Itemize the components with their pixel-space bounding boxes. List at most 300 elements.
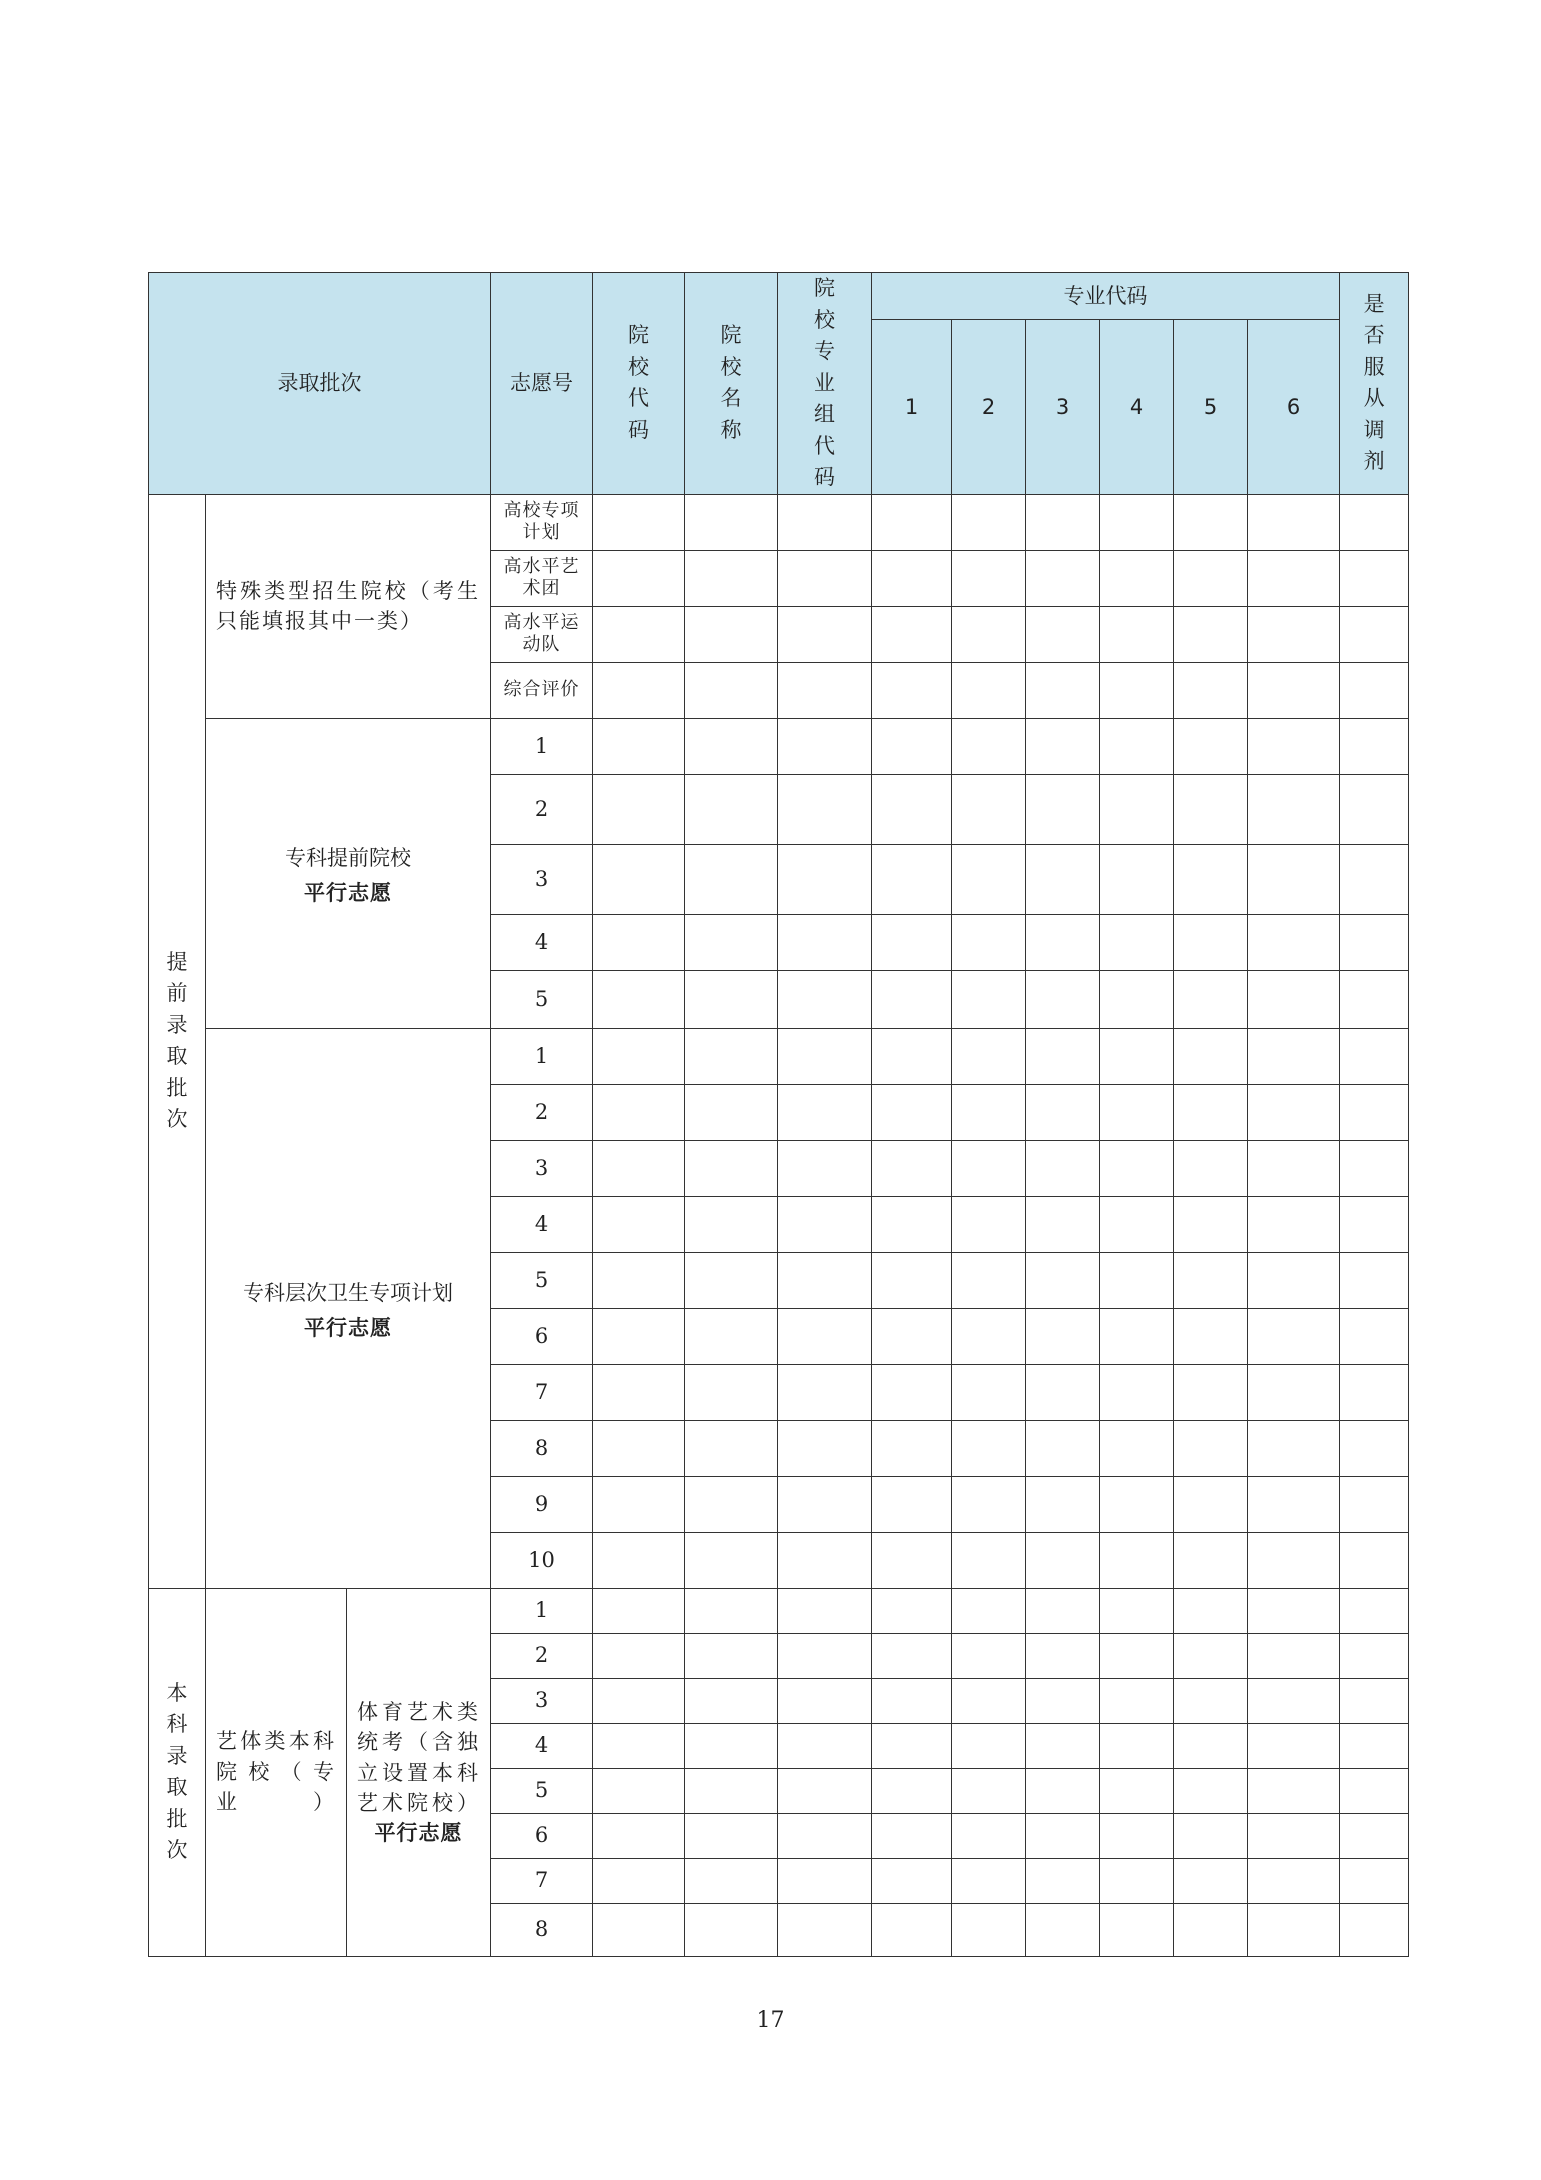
entry-cell[interactable] bbox=[685, 1633, 778, 1678]
entry-cell[interactable] bbox=[593, 1633, 685, 1678]
entry-cell[interactable] bbox=[1026, 1532, 1100, 1588]
entry-cell[interactable] bbox=[952, 1140, 1026, 1196]
entry-cell[interactable] bbox=[593, 1196, 685, 1252]
entry-cell[interactable] bbox=[1174, 718, 1248, 774]
header-obey bbox=[1340, 273, 1409, 495]
entry-cell[interactable] bbox=[593, 550, 685, 606]
entry-cell[interactable] bbox=[1100, 844, 1174, 914]
entry-cell[interactable] bbox=[1248, 774, 1340, 844]
entry-cell[interactable] bbox=[685, 844, 778, 914]
entry-cell[interactable] bbox=[952, 1723, 1026, 1768]
entry-cell[interactable] bbox=[593, 1768, 685, 1813]
entry-cell[interactable] bbox=[1174, 1308, 1248, 1364]
entry-cell[interactable] bbox=[685, 1768, 778, 1813]
entry-cell[interactable] bbox=[1340, 1678, 1409, 1723]
entry-cell[interactable] bbox=[1248, 1768, 1340, 1813]
entry-cell[interactable] bbox=[1248, 1813, 1340, 1858]
entry-cell[interactable] bbox=[593, 1084, 685, 1140]
header-school-code-label: 院校代码 bbox=[628, 323, 650, 442]
entry-cell[interactable] bbox=[1248, 1084, 1340, 1140]
entry-cell[interactable] bbox=[1248, 662, 1340, 718]
entry-cell[interactable] bbox=[1026, 1084, 1100, 1140]
entry-cell[interactable] bbox=[593, 606, 685, 662]
entry-cell[interactable] bbox=[1100, 550, 1174, 606]
entry-cell[interactable] bbox=[1100, 1476, 1174, 1532]
entry-cell[interactable] bbox=[1026, 1140, 1100, 1196]
entry-cell[interactable] bbox=[1026, 1858, 1100, 1903]
entry-cell[interactable] bbox=[1174, 550, 1248, 606]
entry-cell[interactable] bbox=[685, 774, 778, 844]
entry-cell[interactable] bbox=[1248, 1252, 1340, 1308]
entry-cell[interactable] bbox=[1174, 1532, 1248, 1588]
entry-cell[interactable] bbox=[1174, 970, 1248, 1028]
entry-cell[interactable] bbox=[1174, 1588, 1248, 1633]
entry-cell[interactable] bbox=[872, 1588, 952, 1633]
entry-cell[interactable] bbox=[1026, 1768, 1100, 1813]
entry-cell[interactable] bbox=[872, 662, 952, 718]
entry-cell[interactable] bbox=[1174, 1723, 1248, 1768]
entry-cell[interactable] bbox=[778, 1308, 872, 1364]
entry-cell[interactable] bbox=[1026, 1308, 1100, 1364]
entry-cell[interactable] bbox=[1100, 606, 1174, 662]
entry-cell[interactable] bbox=[685, 1028, 778, 1084]
entry-cell[interactable] bbox=[1026, 1420, 1100, 1476]
entry-cell[interactable] bbox=[778, 1532, 872, 1588]
entry-cell[interactable] bbox=[685, 1308, 778, 1364]
entry-cell[interactable] bbox=[1248, 1723, 1340, 1768]
entry-cell[interactable] bbox=[872, 1678, 952, 1723]
entry-cell[interactable] bbox=[1340, 774, 1409, 844]
entry-cell[interactable] bbox=[1248, 1476, 1340, 1532]
entry-cell[interactable] bbox=[1248, 1532, 1340, 1588]
entry-cell[interactable] bbox=[1026, 844, 1100, 914]
entry-cell[interactable] bbox=[778, 1723, 872, 1768]
entry-cell[interactable] bbox=[593, 1420, 685, 1476]
entry-cell[interactable] bbox=[685, 662, 778, 718]
entry-cell[interactable] bbox=[1248, 494, 1340, 550]
header-major-col bbox=[1100, 319, 1174, 494]
entry-cell[interactable] bbox=[685, 1723, 778, 1768]
entry-cell[interactable] bbox=[952, 1903, 1026, 1956]
entry-cell[interactable] bbox=[1100, 1678, 1174, 1723]
entry-cell[interactable] bbox=[1100, 1196, 1174, 1252]
choice-no bbox=[491, 718, 593, 774]
entry-cell[interactable] bbox=[1100, 662, 1174, 718]
entry-cell[interactable] bbox=[778, 1476, 872, 1532]
entry-cell[interactable] bbox=[1174, 1633, 1248, 1678]
entry-cell[interactable] bbox=[778, 774, 872, 844]
entry-cell[interactable] bbox=[778, 1252, 872, 1308]
entry-cell[interactable] bbox=[1026, 1678, 1100, 1723]
entry-cell[interactable] bbox=[778, 1028, 872, 1084]
entry-cell[interactable] bbox=[1026, 1196, 1100, 1252]
entry-cell[interactable] bbox=[1174, 662, 1248, 718]
entry-cell[interactable] bbox=[952, 1858, 1026, 1903]
entry-cell[interactable] bbox=[1026, 1633, 1100, 1678]
entry-cell[interactable] bbox=[1174, 1252, 1248, 1308]
entry-cell[interactable] bbox=[1174, 1476, 1248, 1532]
entry-cell[interactable] bbox=[1174, 1903, 1248, 1956]
entry-cell[interactable] bbox=[1248, 1140, 1340, 1196]
entry-cell[interactable] bbox=[952, 1633, 1026, 1678]
entry-cell[interactable] bbox=[1248, 914, 1340, 970]
entry-cell[interactable] bbox=[872, 1633, 952, 1678]
entry-cell[interactable] bbox=[593, 1723, 685, 1768]
entry-cell[interactable] bbox=[593, 1308, 685, 1364]
entry-cell[interactable] bbox=[1248, 606, 1340, 662]
entry-cell[interactable] bbox=[593, 914, 685, 970]
batch-undergrad-label: 本科录取批次 bbox=[166, 1680, 188, 1862]
entry-cell[interactable] bbox=[685, 1364, 778, 1420]
entry-cell[interactable] bbox=[1340, 1364, 1409, 1420]
entry-cell[interactable] bbox=[872, 914, 952, 970]
choice-no-label: 2 bbox=[534, 1099, 549, 1124]
entry-cell[interactable] bbox=[1100, 1768, 1174, 1813]
entry-cell[interactable] bbox=[952, 1476, 1026, 1532]
entry-cell[interactable] bbox=[872, 1532, 952, 1588]
entry-cell[interactable] bbox=[1100, 1028, 1174, 1084]
entry-cell[interactable] bbox=[1174, 774, 1248, 844]
entry-cell[interactable] bbox=[685, 914, 778, 970]
entry-cell[interactable] bbox=[1026, 718, 1100, 774]
entry-cell[interactable] bbox=[1100, 1633, 1174, 1678]
entry-cell[interactable] bbox=[872, 1903, 952, 1956]
choice-no-label: 5 bbox=[534, 1267, 549, 1292]
entry-cell[interactable] bbox=[778, 1588, 872, 1633]
entry-cell[interactable] bbox=[1340, 970, 1409, 1028]
entry-cell[interactable] bbox=[1340, 1813, 1409, 1858]
entry-cell[interactable] bbox=[1340, 606, 1409, 662]
entry-cell[interactable] bbox=[1174, 914, 1248, 970]
choice-no-label: 6 bbox=[534, 1323, 549, 1348]
entry-cell[interactable] bbox=[1248, 844, 1340, 914]
entry-cell[interactable] bbox=[872, 1028, 952, 1084]
entry-cell[interactable] bbox=[1248, 1364, 1340, 1420]
entry-cell[interactable] bbox=[872, 606, 952, 662]
entry-cell[interactable] bbox=[952, 1364, 1026, 1420]
entry-cell[interactable] bbox=[593, 1858, 685, 1903]
entry-cell[interactable] bbox=[1340, 1140, 1409, 1196]
entry-cell[interactable] bbox=[1340, 1858, 1409, 1903]
entry-cell[interactable] bbox=[872, 1140, 952, 1196]
entry-cell[interactable] bbox=[1248, 718, 1340, 774]
entry-cell[interactable] bbox=[593, 1678, 685, 1723]
entry-cell[interactable] bbox=[872, 1364, 952, 1420]
entry-cell[interactable] bbox=[1340, 550, 1409, 606]
entry-cell[interactable] bbox=[952, 914, 1026, 970]
entry-cell[interactable] bbox=[1248, 1028, 1340, 1084]
entry-cell[interactable] bbox=[952, 1420, 1026, 1476]
entry-cell[interactable] bbox=[952, 550, 1026, 606]
entry-cell[interactable] bbox=[1100, 1140, 1174, 1196]
entry-cell[interactable] bbox=[1100, 1420, 1174, 1476]
entry-cell[interactable] bbox=[685, 1476, 778, 1532]
entry-cell[interactable] bbox=[1174, 1813, 1248, 1858]
entry-cell[interactable] bbox=[872, 494, 952, 550]
entry-cell[interactable] bbox=[1340, 1476, 1409, 1532]
entry-cell[interactable] bbox=[1026, 1252, 1100, 1308]
entry-cell[interactable] bbox=[1100, 970, 1174, 1028]
entry-cell[interactable] bbox=[593, 1532, 685, 1588]
entry-cell[interactable] bbox=[1340, 1633, 1409, 1678]
entry-cell[interactable] bbox=[1248, 1420, 1340, 1476]
entry-cell[interactable] bbox=[1026, 1364, 1100, 1420]
entry-cell[interactable] bbox=[778, 1678, 872, 1723]
choice-no bbox=[491, 1678, 593, 1723]
entry-cell[interactable] bbox=[685, 1588, 778, 1633]
entry-cell[interactable] bbox=[952, 1196, 1026, 1252]
entry-cell[interactable] bbox=[1100, 1813, 1174, 1858]
entry-cell[interactable] bbox=[1340, 1768, 1409, 1813]
entry-cell[interactable] bbox=[685, 606, 778, 662]
header-major-code-label: 专业代码 bbox=[1063, 283, 1148, 308]
entry-cell[interactable] bbox=[1248, 1858, 1340, 1903]
entry-cell[interactable] bbox=[778, 606, 872, 662]
entry-cell[interactable] bbox=[952, 1084, 1026, 1140]
entry-cell[interactable] bbox=[1340, 494, 1409, 550]
entry-cell[interactable] bbox=[778, 970, 872, 1028]
entry-cell[interactable] bbox=[778, 1084, 872, 1140]
choice-no bbox=[491, 1420, 593, 1476]
entry-cell[interactable] bbox=[872, 1768, 952, 1813]
entry-cell[interactable] bbox=[685, 1420, 778, 1476]
entry-cell[interactable] bbox=[778, 494, 872, 550]
entry-cell[interactable] bbox=[1340, 662, 1409, 718]
entry-cell[interactable] bbox=[1340, 1532, 1409, 1588]
entry-cell[interactable] bbox=[1100, 1858, 1174, 1903]
entry-cell[interactable] bbox=[952, 1813, 1026, 1858]
entry-cell[interactable] bbox=[952, 774, 1026, 844]
entry-cell[interactable] bbox=[1174, 1140, 1248, 1196]
entry-cell[interactable] bbox=[1174, 1196, 1248, 1252]
entry-cell[interactable] bbox=[1174, 844, 1248, 914]
choice-no bbox=[491, 1252, 593, 1308]
entry-cell[interactable] bbox=[1340, 1028, 1409, 1084]
entry-cell[interactable] bbox=[872, 844, 952, 914]
entry-cell[interactable] bbox=[1340, 1588, 1409, 1633]
entry-cell[interactable] bbox=[1100, 1588, 1174, 1633]
entry-cell[interactable] bbox=[1100, 1084, 1174, 1140]
entry-cell[interactable] bbox=[593, 970, 685, 1028]
entry-cell[interactable] bbox=[1174, 1420, 1248, 1476]
entry-cell[interactable] bbox=[952, 1678, 1026, 1723]
entry-cell[interactable] bbox=[685, 718, 778, 774]
entry-cell[interactable] bbox=[1026, 914, 1100, 970]
entry-cell[interactable] bbox=[685, 1252, 778, 1308]
entry-cell[interactable] bbox=[1026, 1813, 1100, 1858]
entry-cell[interactable] bbox=[685, 494, 778, 550]
entry-cell[interactable] bbox=[872, 970, 952, 1028]
parallel-label: 平行志愿 bbox=[304, 1315, 392, 1340]
entry-cell[interactable] bbox=[1174, 606, 1248, 662]
entry-cell[interactable] bbox=[593, 1476, 685, 1532]
entry-cell[interactable] bbox=[952, 1768, 1026, 1813]
entry-cell[interactable] bbox=[593, 1813, 685, 1858]
entry-cell[interactable] bbox=[778, 662, 872, 718]
header-major-col-num: 6 bbox=[1286, 394, 1301, 419]
header-obey-label: 是否服从调剂 bbox=[1363, 291, 1385, 474]
header-major-col bbox=[1248, 319, 1340, 494]
entry-cell[interactable] bbox=[593, 1903, 685, 1956]
entry-cell[interactable] bbox=[1100, 1308, 1174, 1364]
entry-cell[interactable] bbox=[685, 1813, 778, 1858]
entry-cell[interactable] bbox=[1248, 1633, 1340, 1678]
entry-cell[interactable] bbox=[872, 1476, 952, 1532]
entry-cell[interactable] bbox=[872, 774, 952, 844]
entry-cell[interactable] bbox=[952, 1308, 1026, 1364]
entry-cell[interactable] bbox=[1026, 1723, 1100, 1768]
entry-cell[interactable] bbox=[778, 914, 872, 970]
entry-cell[interactable] bbox=[1100, 1364, 1174, 1420]
entry-cell[interactable] bbox=[1340, 1903, 1409, 1956]
entry-cell[interactable] bbox=[1174, 1858, 1248, 1903]
volunteer-form-table bbox=[148, 272, 1409, 1957]
entry-cell[interactable] bbox=[593, 1252, 685, 1308]
entry-cell[interactable] bbox=[1248, 550, 1340, 606]
entry-cell[interactable] bbox=[685, 1084, 778, 1140]
entry-cell[interactable] bbox=[952, 606, 1026, 662]
header-batch-label: 录取批次 bbox=[277, 371, 362, 396]
entry-cell[interactable] bbox=[1100, 914, 1174, 970]
entry-cell[interactable] bbox=[778, 550, 872, 606]
entry-cell[interactable] bbox=[593, 718, 685, 774]
entry-cell[interactable] bbox=[1340, 1252, 1409, 1308]
entry-cell[interactable] bbox=[952, 494, 1026, 550]
entry-cell[interactable] bbox=[1026, 774, 1100, 844]
entry-cell[interactable] bbox=[1100, 718, 1174, 774]
entry-cell[interactable] bbox=[1340, 718, 1409, 774]
entry-cell[interactable] bbox=[1340, 1420, 1409, 1476]
entry-cell[interactable] bbox=[778, 1140, 872, 1196]
entry-cell[interactable] bbox=[1248, 1196, 1340, 1252]
group-art-sport-sub bbox=[347, 1588, 491, 1956]
entry-cell[interactable] bbox=[778, 1858, 872, 1903]
entry-cell[interactable] bbox=[952, 718, 1026, 774]
entry-cell[interactable] bbox=[778, 1196, 872, 1252]
entry-cell[interactable] bbox=[1100, 1723, 1174, 1768]
entry-cell[interactable] bbox=[685, 1858, 778, 1903]
entry-cell[interactable] bbox=[685, 1903, 778, 1956]
header-school-name bbox=[685, 273, 778, 495]
entry-cell[interactable] bbox=[778, 1364, 872, 1420]
special-type bbox=[491, 606, 593, 662]
entry-cell[interactable] bbox=[1340, 844, 1409, 914]
choice-no bbox=[491, 1084, 593, 1140]
special-type bbox=[491, 550, 593, 606]
entry-cell[interactable] bbox=[1026, 1588, 1100, 1633]
entry-cell[interactable] bbox=[1174, 1364, 1248, 1420]
choice-no bbox=[491, 774, 593, 844]
entry-cell[interactable] bbox=[1026, 494, 1100, 550]
entry-cell[interactable] bbox=[952, 1588, 1026, 1633]
entry-cell[interactable] bbox=[1174, 1678, 1248, 1723]
entry-cell[interactable] bbox=[1026, 662, 1100, 718]
entry-cell[interactable] bbox=[952, 662, 1026, 718]
entry-cell[interactable] bbox=[593, 494, 685, 550]
entry-cell[interactable] bbox=[872, 1084, 952, 1140]
entry-cell[interactable] bbox=[872, 1252, 952, 1308]
entry-cell[interactable] bbox=[1248, 1308, 1340, 1364]
entry-cell[interactable] bbox=[952, 1028, 1026, 1084]
entry-cell[interactable] bbox=[685, 1532, 778, 1588]
group-special bbox=[206, 494, 491, 718]
entry-cell[interactable] bbox=[685, 550, 778, 606]
entry-cell[interactable] bbox=[1174, 1028, 1248, 1084]
entry-cell[interactable] bbox=[1174, 1084, 1248, 1140]
entry-cell[interactable] bbox=[778, 1420, 872, 1476]
entry-cell[interactable] bbox=[872, 718, 952, 774]
entry-cell[interactable] bbox=[1100, 1252, 1174, 1308]
entry-cell[interactable] bbox=[593, 1364, 685, 1420]
entry-cell[interactable] bbox=[1340, 914, 1409, 970]
entry-cell[interactable] bbox=[1026, 606, 1100, 662]
entry-cell[interactable] bbox=[1026, 550, 1100, 606]
entry-cell[interactable] bbox=[685, 970, 778, 1028]
entry-cell[interactable] bbox=[872, 1858, 952, 1903]
entry-cell[interactable] bbox=[685, 1196, 778, 1252]
entry-cell[interactable] bbox=[1100, 1903, 1174, 1956]
entry-cell[interactable] bbox=[593, 844, 685, 914]
entry-cell[interactable] bbox=[1340, 1308, 1409, 1364]
entry-cell[interactable] bbox=[1026, 1476, 1100, 1532]
entry-cell[interactable] bbox=[685, 1678, 778, 1723]
entry-cell[interactable] bbox=[778, 1903, 872, 1956]
entry-cell[interactable] bbox=[593, 1140, 685, 1196]
entry-cell[interactable] bbox=[778, 718, 872, 774]
entry-cell[interactable] bbox=[952, 970, 1026, 1028]
entry-cell[interactable] bbox=[1248, 970, 1340, 1028]
entry-cell[interactable] bbox=[1100, 1532, 1174, 1588]
entry-cell[interactable] bbox=[778, 844, 872, 914]
choice-no-label: 4 bbox=[534, 1733, 549, 1758]
entry-cell[interactable] bbox=[952, 844, 1026, 914]
entry-cell[interactable] bbox=[778, 1813, 872, 1858]
entry-cell[interactable] bbox=[872, 550, 952, 606]
entry-cell[interactable] bbox=[872, 1420, 952, 1476]
entry-cell[interactable] bbox=[952, 1252, 1026, 1308]
header-major-col bbox=[1174, 319, 1248, 494]
entry-cell[interactable] bbox=[778, 1633, 872, 1678]
header-group-code bbox=[778, 273, 872, 495]
choice-no-label: 4 bbox=[534, 929, 549, 954]
entry-cell[interactable] bbox=[1340, 1196, 1409, 1252]
entry-cell[interactable] bbox=[1100, 774, 1174, 844]
entry-cell[interactable] bbox=[1026, 1028, 1100, 1084]
entry-cell[interactable] bbox=[1248, 1588, 1340, 1633]
entry-cell[interactable] bbox=[872, 1723, 952, 1768]
entry-cell[interactable] bbox=[1340, 1723, 1409, 1768]
entry-cell[interactable] bbox=[593, 662, 685, 718]
entry-cell[interactable] bbox=[1248, 1678, 1340, 1723]
entry-cell[interactable] bbox=[593, 774, 685, 844]
entry-cell[interactable] bbox=[593, 1028, 685, 1084]
entry-cell[interactable] bbox=[1174, 494, 1248, 550]
entry-cell[interactable] bbox=[685, 1140, 778, 1196]
entry-cell[interactable] bbox=[593, 1588, 685, 1633]
entry-cell[interactable] bbox=[1026, 1903, 1100, 1956]
entry-cell[interactable] bbox=[952, 1532, 1026, 1588]
entry-cell[interactable] bbox=[1100, 494, 1174, 550]
entry-cell[interactable] bbox=[872, 1196, 952, 1252]
entry-cell[interactable] bbox=[778, 1768, 872, 1813]
entry-cell[interactable] bbox=[1248, 1903, 1340, 1956]
entry-cell[interactable] bbox=[1340, 1084, 1409, 1140]
entry-cell[interactable] bbox=[872, 1813, 952, 1858]
entry-cell[interactable] bbox=[1174, 1768, 1248, 1813]
header-major-col-num: 3 bbox=[1055, 394, 1070, 419]
entry-cell[interactable] bbox=[872, 1308, 952, 1364]
entry-cell[interactable] bbox=[1026, 970, 1100, 1028]
